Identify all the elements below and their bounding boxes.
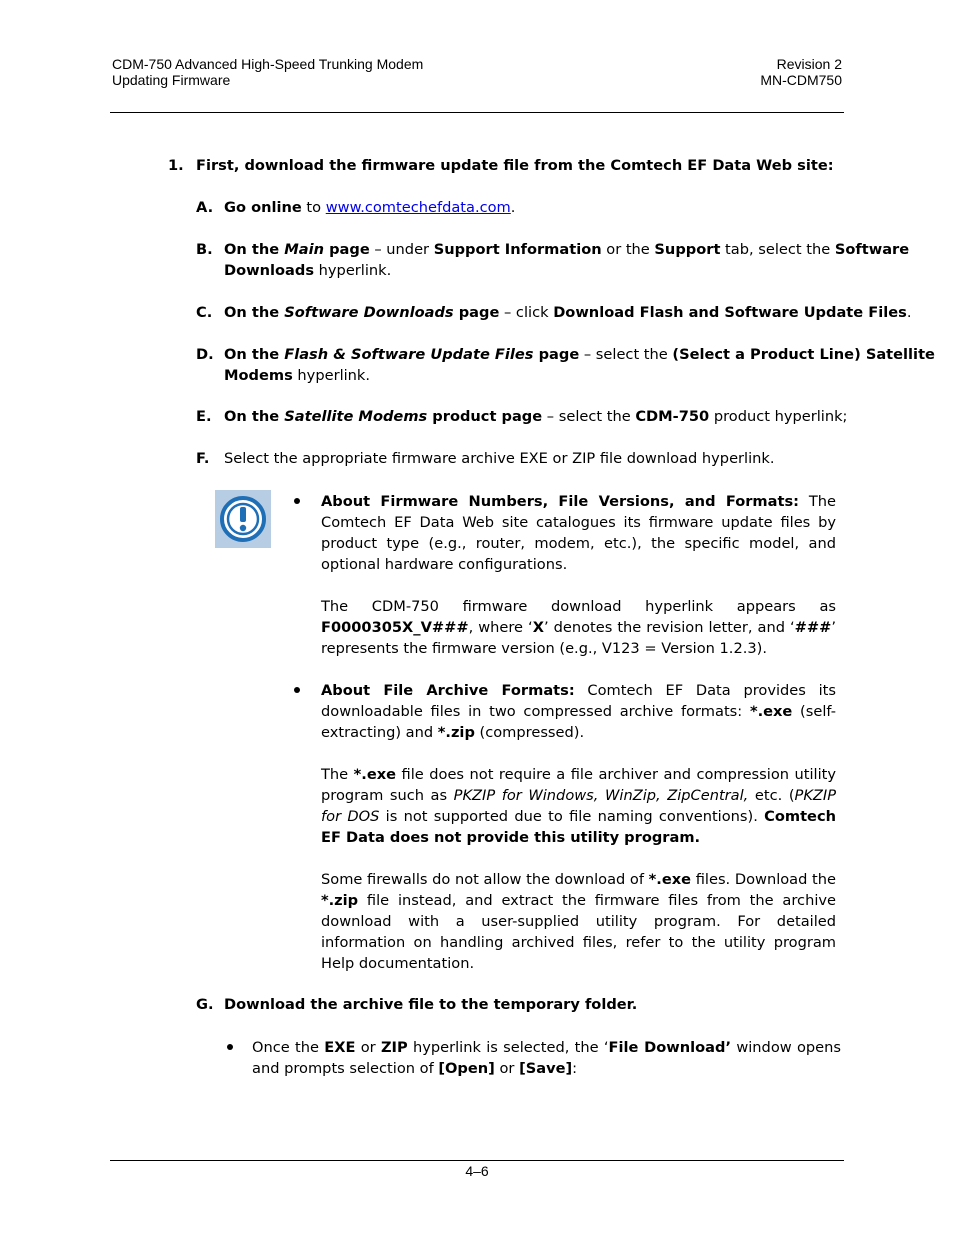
substep-f-text: Select the appropriate firmware archive EXE or ZIP file download hyperlink. (224, 450, 775, 467)
manual-number: MN-CDM750 (760, 72, 842, 88)
substep-letter: G. (196, 996, 214, 1013)
note-download-hyperlink: The CDM-750 firmware download hyperlink appears as F0000305X_V###, where ‘X’ denotes the revision letter, and ‘###’ represents the firmware version (e.g., V123 = Version 1.2.3). (321, 598, 836, 657)
section-title: Updating Firmware (112, 72, 231, 88)
note-firewall-info: Some firewalls do not allow the download of *.exe files. Download the *.zip file instead, and extract the firmware files from the archive download with a user-supplied utility program. For detailed information on handling archived files, refer to the utility program Help documentation. (321, 871, 836, 972)
bullet-dot (294, 687, 300, 693)
substep-a-text: Go online to www.comtechefdata.com. (224, 199, 516, 216)
note-archive-formats: About File Archive Formats: Comtech EF Data provides its downloadable files in two compressed archive formats: *.exe (self-extracting) and *.zip (compressed). (321, 682, 836, 741)
substep-b-text: On the Main page – under Support Information or the Support tab, select the Software Downloads hyperlink. (224, 241, 910, 279)
substep-letter: F. (196, 450, 210, 467)
step-heading: First, download the firmware update file from the Comtech EF Data Web site: (196, 157, 834, 174)
substep-letter: B. (196, 241, 213, 258)
revision-label: Revision 2 (776, 56, 842, 72)
substep-d-text: On the Flash & Software Update Files page – select the (Select a Product Line) Satellite Modems hyperlink. (224, 346, 935, 384)
substep-c-text: On the Software Downloads page – click Download Flash and Software Update Files. (224, 304, 912, 321)
note-exe-info: The *.exe file does not require a file archiver and compression utility program such as PKZIP for Windows, WinZip, ZipCentral, etc. (PKZIP for DOS is not supported due to file naming conventions). Comtech EF Data does not provide this utility program. (321, 766, 836, 846)
footer-rule (110, 1160, 844, 1161)
document-title: CDM-750 Advanced High-Speed Trunking Modem (112, 56, 424, 72)
exclamation-circle-icon (215, 490, 271, 548)
page-number: 4–6 (465, 1163, 489, 1179)
bullet-dot (294, 498, 300, 504)
substep-g-text: Download the archive file to the temporary folder. (224, 996, 638, 1013)
website-link[interactable]: www.comtechefdata.com (325, 199, 511, 216)
g-bullet-text: Once the EXE or ZIP hyperlink is selected, the ‘File Download’ window opens and prompts selection of [Open] or [Save]: (252, 1039, 841, 1077)
step-number: 1. (168, 157, 184, 174)
substep-letter: A. (196, 199, 214, 216)
note-icon-box (215, 490, 271, 548)
substep-letter: D. (196, 346, 214, 363)
bullet-dot (227, 1044, 233, 1050)
substep-e-text: On the Satellite Modems product page – select the CDM-750 product hyperlink; (224, 408, 848, 425)
note-firmware-numbers: About Firmware Numbers, File Versions, and Formats: The Comtech EF Data Web site catalogues its firmware update files by product type (e.g., router, modem, etc.), the specific model, and optional hardware configurations. (321, 493, 836, 573)
substep-letter: E. (196, 408, 212, 425)
substep-letter: C. (196, 304, 213, 321)
